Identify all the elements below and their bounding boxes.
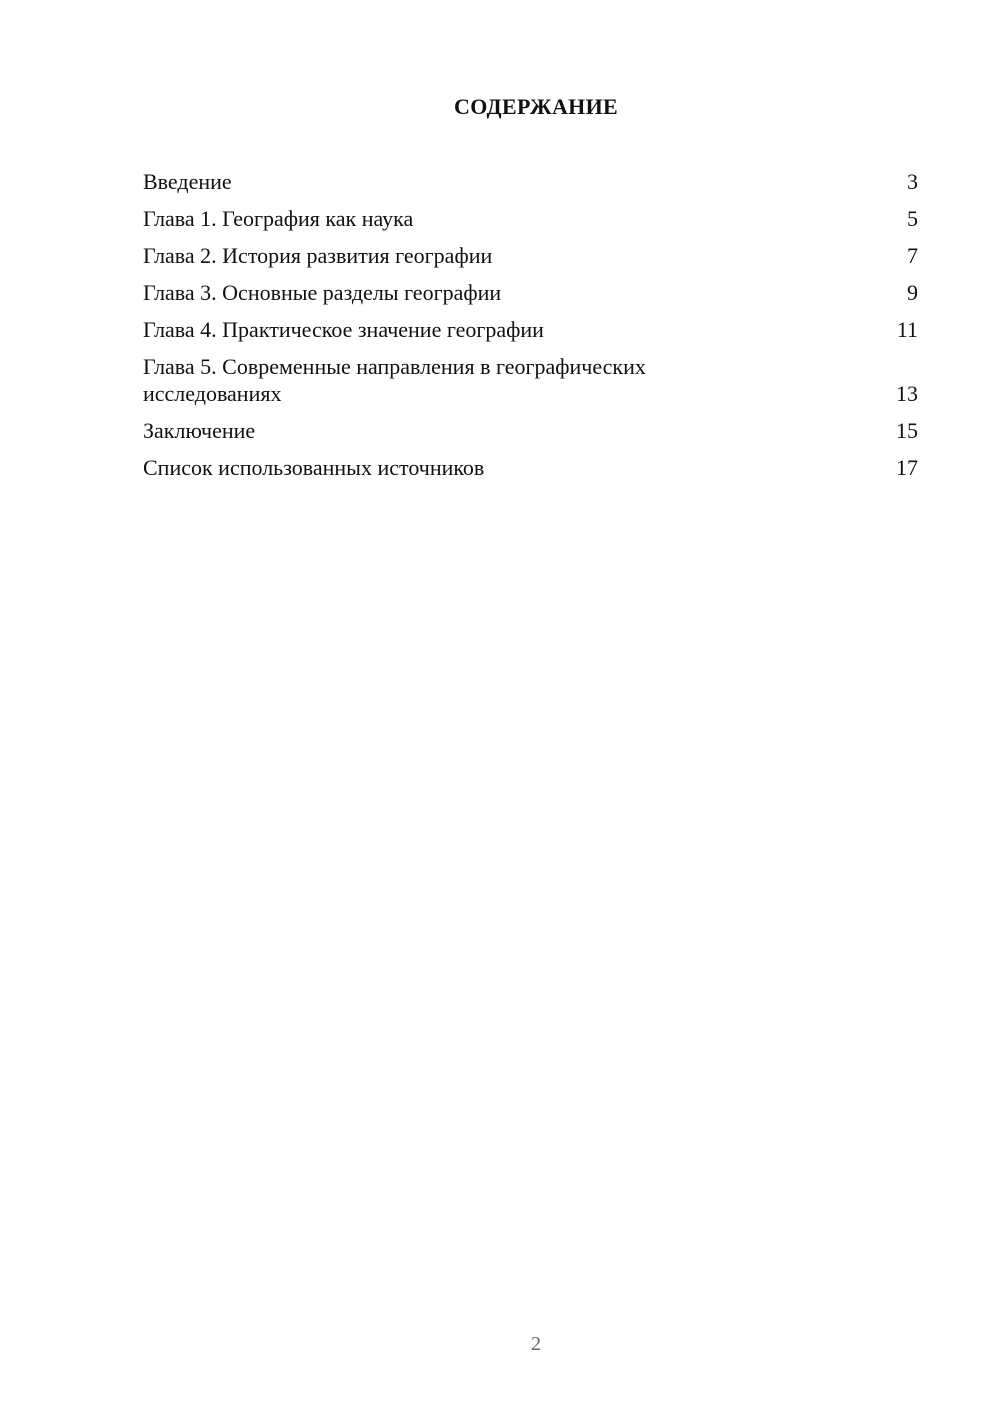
toc-entry [143,454,918,481]
toc-entry-label: Глава 2. История развития географии [143,243,493,268]
toc-entry [143,316,918,343]
toc-entry-page: 11 [896,317,918,342]
toc-entry-page: 5 [907,206,918,231]
toc-entry-page: 9 [907,280,918,305]
toc-entry [143,205,918,232]
toc-entry-page: 17 [896,455,918,480]
toc-entry-label: Глава 3. Основные разделы географии [143,280,502,305]
toc-entry-page: 3 [907,169,918,194]
toc-entry-label: Список использованных источников [143,455,485,480]
toc-entry [143,353,918,407]
toc-entry-label: Глава 1. География как наука [143,206,414,231]
table-of-contents [143,168,918,491]
toc-entry-label: Введение [143,169,232,194]
toc-entry [143,279,918,306]
toc-entry-page: 13 [896,381,918,406]
toc-entry [143,417,918,444]
toc-title: СОДЕРЖАНИЕ [454,94,618,119]
page-number: 2 [531,1333,541,1355]
toc-entry-label: Глава 5. Современные направления в географических исследованиях [143,354,646,406]
toc-entry-page: 7 [907,243,918,268]
toc-entry [143,168,918,195]
toc-entry-page: 15 [896,418,918,443]
toc-entry-label: Заключение [143,418,256,443]
toc-entry [143,242,918,269]
toc-entry-label: Глава 4. Практическое значение географии [143,317,544,342]
